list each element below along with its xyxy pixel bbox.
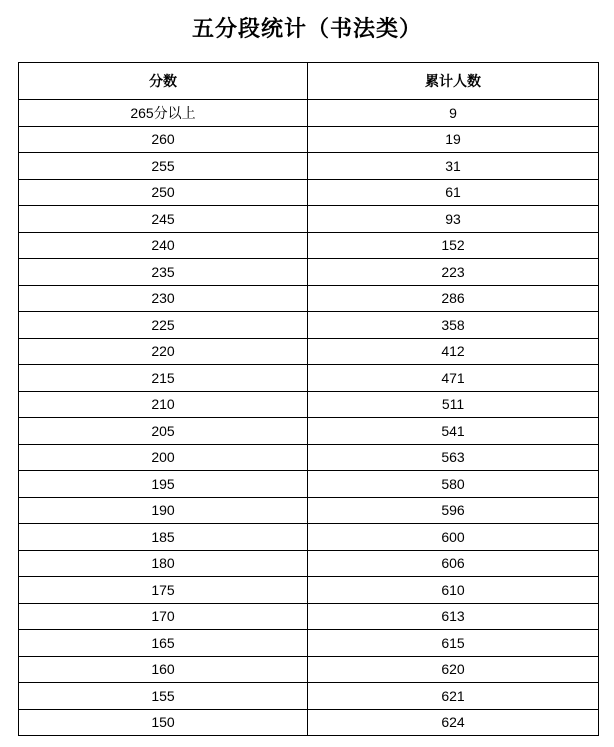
score-cell: 190 bbox=[19, 497, 308, 524]
page-title: 五分段统计（书法类） bbox=[191, 16, 422, 42]
cumulative-count-cell: 152 bbox=[308, 232, 599, 259]
table-body bbox=[19, 100, 599, 736]
table-row bbox=[19, 259, 599, 286]
score-cell: 230 bbox=[19, 285, 308, 312]
cumulative-count-cell: 541 bbox=[308, 418, 599, 445]
cumulative-count-cell: 615 bbox=[308, 630, 599, 657]
cumulative-count-cell: 621 bbox=[308, 683, 599, 710]
score-cell: 155 bbox=[19, 683, 308, 710]
score-cell: 150 bbox=[19, 709, 308, 736]
table-row bbox=[19, 497, 599, 524]
score-cell: 250 bbox=[19, 179, 308, 206]
cumulative-count-cell: 9 bbox=[308, 100, 599, 127]
cumulative-count-cell: 286 bbox=[308, 285, 599, 312]
table-row bbox=[19, 365, 599, 392]
score-cell: 205 bbox=[19, 418, 308, 445]
table-row bbox=[19, 153, 599, 180]
score-cell: 225 bbox=[19, 312, 308, 339]
table-row bbox=[19, 126, 599, 153]
cumulative-count-cell: 606 bbox=[308, 550, 599, 577]
cumulative-count-cell: 563 bbox=[308, 444, 599, 471]
cumulative-count-cell: 511 bbox=[308, 391, 599, 418]
score-cell: 180 bbox=[19, 550, 308, 577]
table-row bbox=[19, 683, 599, 710]
score-cell: 175 bbox=[19, 577, 308, 604]
table-row bbox=[19, 709, 599, 736]
table-row bbox=[19, 179, 599, 206]
cumulative-count-cell: 93 bbox=[308, 206, 599, 233]
cumulative-count-cell: 61 bbox=[308, 179, 599, 206]
score-cell: 220 bbox=[19, 338, 308, 365]
cumulative-count-cell: 610 bbox=[308, 577, 599, 604]
score-cell: 265分以上 bbox=[19, 100, 308, 127]
cumulative-count-cell: 19 bbox=[308, 126, 599, 153]
table-row bbox=[19, 418, 599, 445]
table-row bbox=[19, 603, 599, 630]
score-cell: 195 bbox=[19, 471, 308, 498]
cumulative-count-cell: 223 bbox=[308, 259, 599, 286]
score-cell: 215 bbox=[19, 365, 308, 392]
table-row bbox=[19, 550, 599, 577]
cumulative-count-cell: 580 bbox=[308, 471, 599, 498]
cumulative-count-cell: 613 bbox=[308, 603, 599, 630]
cumulative-count-cell: 412 bbox=[308, 338, 599, 365]
score-cell: 235 bbox=[19, 259, 308, 286]
table-row bbox=[19, 524, 599, 551]
table-row bbox=[19, 577, 599, 604]
cumulative-count-cell: 358 bbox=[308, 312, 599, 339]
table-header-row bbox=[19, 63, 599, 100]
table-row bbox=[19, 100, 599, 127]
table-row bbox=[19, 338, 599, 365]
table-row bbox=[19, 444, 599, 471]
header-cumulative-count: 累计人数 bbox=[308, 63, 599, 100]
score-table bbox=[18, 62, 599, 736]
table-row bbox=[19, 285, 599, 312]
score-cell: 185 bbox=[19, 524, 308, 551]
table-row bbox=[19, 391, 599, 418]
score-cell: 260 bbox=[19, 126, 308, 153]
score-cell: 170 bbox=[19, 603, 308, 630]
score-cell: 160 bbox=[19, 656, 308, 683]
cumulative-count-cell: 31 bbox=[308, 153, 599, 180]
table-row bbox=[19, 656, 599, 683]
cumulative-count-cell: 624 bbox=[308, 709, 599, 736]
table-row bbox=[19, 312, 599, 339]
score-cell: 210 bbox=[19, 391, 308, 418]
table-row bbox=[19, 471, 599, 498]
table-row bbox=[19, 232, 599, 259]
cumulative-count-cell: 471 bbox=[308, 365, 599, 392]
table-row bbox=[19, 206, 599, 233]
score-cell: 165 bbox=[19, 630, 308, 657]
score-cell: 245 bbox=[19, 206, 308, 233]
cumulative-count-cell: 600 bbox=[308, 524, 599, 551]
score-cell: 200 bbox=[19, 444, 308, 471]
cumulative-count-cell: 620 bbox=[308, 656, 599, 683]
cumulative-count-cell: 596 bbox=[308, 497, 599, 524]
table-row bbox=[19, 630, 599, 657]
header-score: 分数 bbox=[19, 63, 308, 100]
score-cell: 240 bbox=[19, 232, 308, 259]
score-cell: 255 bbox=[19, 153, 308, 180]
